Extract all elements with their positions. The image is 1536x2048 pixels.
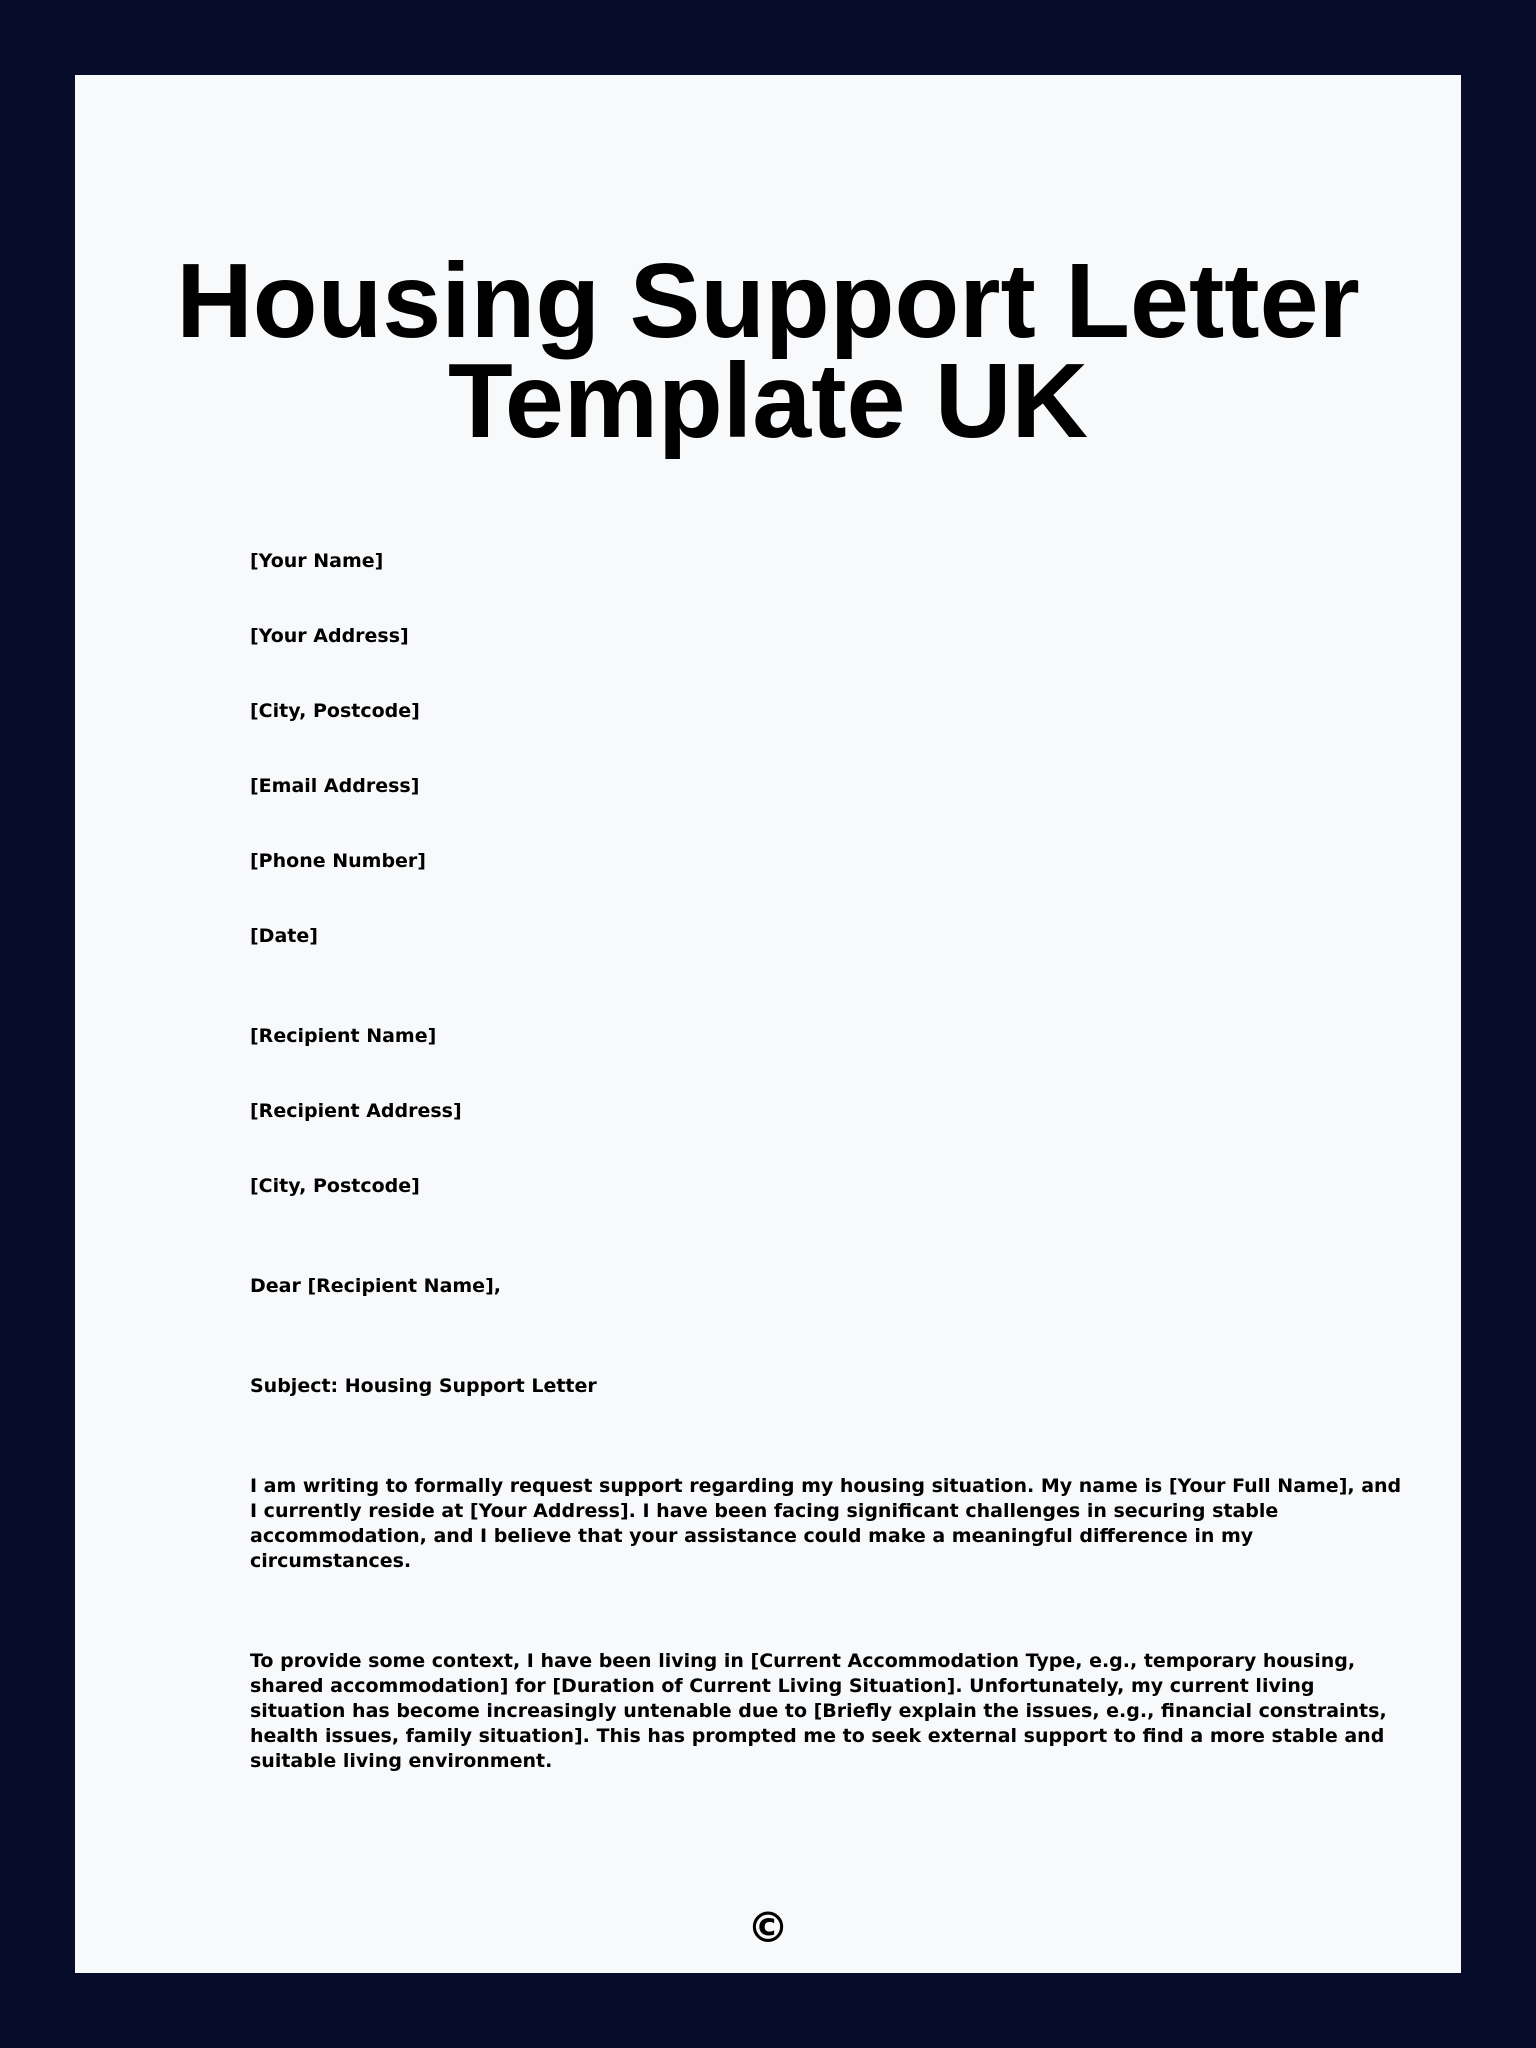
sender-name: [Your Name] <box>250 550 384 572</box>
letter-page <box>75 75 1461 1973</box>
letter-date: [Date] <box>250 925 318 947</box>
recipient-city-postcode: [City, Postcode] <box>250 1175 420 1197</box>
copyright-symbol: © <box>747 1903 789 1952</box>
title-line-1: Housing Support Letter <box>176 242 1360 360</box>
paragraph-1-line: accommodation, and I believe that your assistance could make a meaningful difference in my <box>250 1525 1254 1547</box>
sender-city-postcode: [City, Postcode] <box>250 700 420 722</box>
document-title <box>75 242 1461 460</box>
paragraph-1-line: I am writing to formally request support regarding my housing situation. My name is [Your Full Name], and <box>250 1475 1402 1497</box>
paragraph-2-line: To provide some context, I have been living in [Current Accommodation Type, e.g., temporary housing, <box>250 1650 1356 1672</box>
salutation: Dear [Recipient Name], <box>250 1275 501 1297</box>
title-line-2: Template UK <box>447 342 1089 460</box>
paragraph-2-line: suitable living environment. <box>250 1750 553 1772</box>
paragraph-2-line: health issues, family situation]. This has prompted me to seek external support to find a more stable and <box>250 1725 1385 1747</box>
recipient-name: [Recipient Name] <box>250 1025 437 1047</box>
sender-address: [Your Address] <box>250 625 409 647</box>
paragraph-1-line: circumstances. <box>250 1550 412 1572</box>
sender-phone: [Phone Number] <box>250 850 426 872</box>
paragraph-1 <box>250 1474 1402 1574</box>
recipient-address: [Recipient Address] <box>250 1100 462 1122</box>
paragraph-2 <box>250 1649 1387 1774</box>
paragraph-2-line: situation has become increasingly untenable due to [Briefly explain the issues, e.g., financial constraints, <box>250 1700 1387 1722</box>
paragraph-1-line: I currently reside at [Your Address]. I have been facing significant challenges in securing stable <box>250 1500 1279 1522</box>
paragraph-2-line: shared accommodation] for [Duration of Current Living Situation]. Unfortunately, my current living <box>250 1675 1315 1697</box>
sender-email: [Email Address] <box>250 775 420 797</box>
subject-line: Subject: Housing Support Letter <box>250 1375 597 1397</box>
